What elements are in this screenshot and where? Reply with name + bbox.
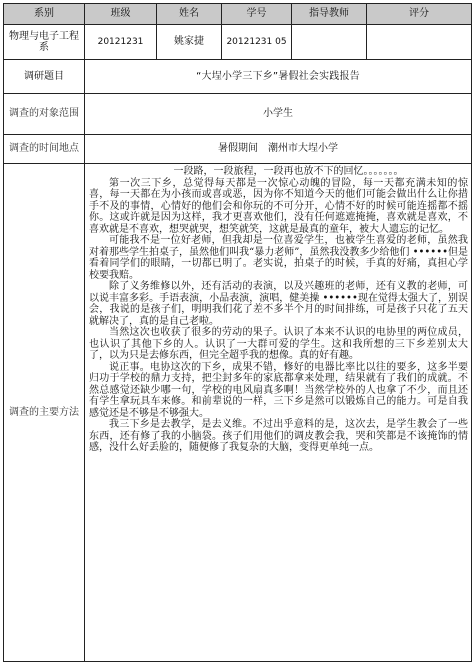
- method-paragraph-2: 第一次三下乡，总觉得每天都是一次惊心动魄的冒险，每一天都充满未知的惊喜，每一天都在为小孩而或喜或恶，因为你不知道今天的他们可能会做出什么让你措手不及的事情，心情好的他们会和你玩的不可分开，心情不好的时候可能连摇都不摇你。这或许就是因为这样，我才更喜欢他们，没有任何遮遮掩掩，喜欢就是喜欢，不喜欢就是不喜欢，想哭就哭，想笑就笑，这就是最真的童年，被大人遗忘的记忆。: [89, 177, 468, 235]
- score-value: [367, 25, 472, 60]
- method-paragraph-3: 可能我不是一位好老师，但我却是一位喜爱学生，也被学生喜爱的老师，虽然我对着那些学生拍桌子，虽然他们叫我“暴力老师”，虽然我没教多少给他们 ••••••但是看着同学们的眼睛，一切都已明了。老实说，拍桌子的时候，手真的好痛，真担心学校要我赔。: [89, 235, 468, 281]
- time-place-row: [4, 135, 472, 164]
- advisor-value: [292, 25, 367, 60]
- scope-row: [4, 94, 472, 135]
- header-score: 评分: [367, 4, 472, 25]
- method-paragraph-4: 除了义务维修以外，还有活动的表演，以及兴趣班的老师，还有义教的老师，可以说丰富多彩。手语表演，小品表演，演唱，健美操 ••••••现在觉得太强大了，别误会，我说的是孩子们，明明我们花了差不多半个月的时间排练，可是孩子只花了五天就解决了，真的是自己老啦。: [89, 281, 468, 327]
- topic-value: “大埕小学三下乡”暑假社会实践报告: [85, 60, 472, 94]
- name-value: 姚家捷: [157, 25, 222, 60]
- topic-row: [4, 60, 472, 94]
- time-place-label: 调查的时间地点: [4, 135, 85, 164]
- method-label: 调查的主要方法: [4, 164, 85, 662]
- topic-label: 调研题目: [4, 60, 85, 94]
- scope-value: 小学生: [85, 94, 472, 135]
- time-place-value: 暑假期间 潮州市大埕小学: [85, 135, 472, 164]
- header-advisor: 指导教师: [292, 4, 367, 25]
- header-student-id: 学号: [222, 4, 292, 25]
- header-class: 班级: [85, 4, 157, 25]
- method-paragraph-1: 一段路，一段旅程，一段再也放不下的回忆。。。。。。。: [173, 166, 404, 177]
- record-row: [4, 25, 472, 60]
- department-value: 物理与电子工程系: [4, 25, 85, 60]
- method-paragraph-6: 说正事。电协这次的下乡，成果不错，修好的电器比率比以往的要多，这多半要归功于学校的鼎力支持，把尘封多年的家底都拿来处理，结果就有了我们的成就。不然总感觉还缺少哪一句，学校的电风扇真多啊！当然学校外的人也拿了不少，而且还有学生拿玩具车来修。和前辈说的一样，三下乡是然可以锻炼自己的能力。可是自我感觉还是不够是不够强大。: [89, 361, 468, 419]
- header-name: 姓名: [157, 4, 222, 25]
- header-row: [4, 4, 472, 25]
- method-row: [4, 164, 472, 662]
- method-paragraph-7: 我三下乡是去教学，是去义维。不过出乎意料的是，这次去，是学生教会了一些东西，还有修了我的小脑袋。孩子们用他们的调皮教会我，哭和笑都是不该掩饰的情感，没什么好丢脸的，随便修了我复杂的大脑，变得更单纯一点。: [89, 419, 468, 453]
- method-paragraph-5: 当然这次也收获了很多的劳动的果子。认识了本来不认识的电协里的两位成员，也认识了其他下乡的人。认识了一大群可爱的学生。这和我所想的三下乡差别太大了，以为只是去修东西，但完全超乎我的想像。真的好有趣。: [89, 327, 468, 361]
- class-value: 20121231: [85, 25, 157, 60]
- practice-report-form: [3, 3, 472, 662]
- header-department: 系别: [4, 4, 85, 25]
- scope-label: 调查的对象范围: [4, 94, 85, 135]
- method-content: [85, 164, 472, 662]
- student-id-value: 20121231 05: [222, 25, 292, 60]
